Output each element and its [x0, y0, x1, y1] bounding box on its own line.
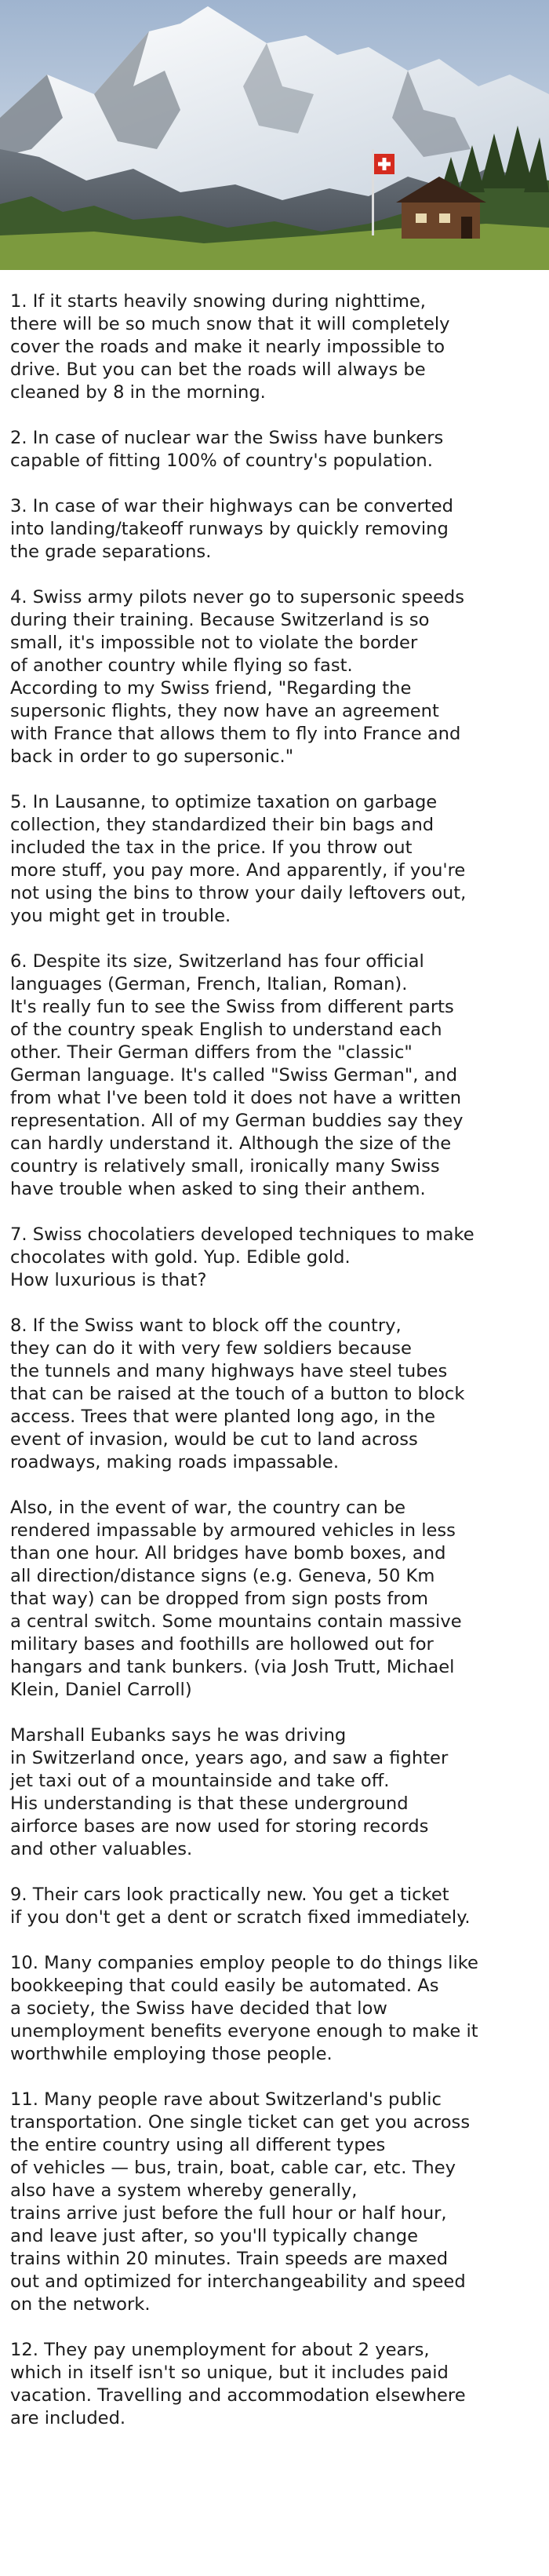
- fact-paragraph-2: 2. In case of nuclear war the Swiss have bunkers capable of fitting 100% of country's population.: [10, 428, 444, 471]
- fact-paragraph-10: 10. Many companies employ people to do things like bookkeeping that could easily be automated. As a society, the Swiss have decided that low unemployment benefits everyone enough to make it worthwhile employing those people.: [10, 1953, 478, 2064]
- article-body: [0, 270, 541, 2430]
- mountain-landscape-illustration: [0, 0, 549, 270]
- fact-paragraph-4: 4. Swiss army pilots never go to supersonic speeds during their training. Because Switzerland is so small, it's impossible not to violate the border of another country while flying so fast. According to my Swiss friend, "Regarding the supersonic flights, they now have an agreement with France that allows them to fly into France and back in order to go supersonic.": [10, 587, 465, 767]
- fact-paragraph-12: 12. They pay unemployment for about 2 years, which in itself isn't so unique, but it includes paid vacation. Travelling and accommodation elsewhere are included.: [10, 2340, 466, 2428]
- fact-paragraph-7: 7. Swiss chocolatiers developed techniques to make chocolates with gold. Yup. Edible gold. How luxurious is that?: [10, 1224, 474, 1290]
- fact-paragraph-8: 8. If the Swiss want to block off the country, they can do it with very few soldiers because the tunnels and many highways have steel tubes that can be raised at the touch of a button to block access. Trees that were planted long ago, in the event of invasion, would be cut to land across roadways, making roads impassable.: [10, 1315, 465, 1472]
- fact-paragraph-5: 5. In Lausanne, to optimize taxation on garbage collection, they standardized their bin bags and included the tax in the price. If you throw out more stuff, you pay more. And apparently, if you're not using the bins to throw your daily leftovers out, you might get in trouble.: [10, 792, 467, 926]
- fact-paragraph-6: 6. Despite its size, Switzerland has four official languages (German, French, Italian, Roman). It's really fun to see the Swiss from different parts of the country speak English to understand each other. Their German differs from the "classic" German language. It's called "Swiss German", and from what I've been told it does not have a written representation. All of my German buddies say they can hardly understand it. Although the size of the country is relatively small, ironically many Swiss have trouble when asked to sing their anthem.: [10, 951, 464, 1199]
- fact-paragraph-8-eubanks: Marshall Eubanks says he was driving in Switzerland once, years ago, and saw a fighter jet taxi out of a mountainside and take off. His understanding is that these underground airforce bases are now used for storing records and other valuables.: [10, 1725, 449, 1859]
- fact-paragraph-9: 9. Their cars look practically new. You get a ticket if you don't get a dent or scratch fixed immediately.: [10, 1885, 471, 1928]
- fact-paragraph-8-war: Also, in the event of war, the country can be rendered impassable by armoured vehicles in less than one hour. All bridges have bomb boxes, and all direction/distance signs (e.g. Geneva, 50 Km that way) can be dropped from sign posts from a central switch. Some mountains contain massive military bases and foothills are hollowed out for hangars and tank bunkers. (via Josh Trutt, Michael Klein, Daniel Carroll): [10, 1498, 462, 1700]
- fact-paragraph-1: 1. If it starts heavily snowing during nighttime, there will be so much snow that it will completely cover the roads and make it nearly impossible to drive. But you can bet the roads will always be cleaned by 8 in the morning.: [10, 291, 450, 403]
- flag-pole: [372, 149, 374, 235]
- fact-paragraph-11: 11. Many people rave about Switzerland's public transportation. One single ticket can get you across the entire country using all different types of vehicles — bus, train, boat, cable car, etc. They also have a system whereby generally, trains arrive just before the full hour or half hour, and leave just after, so you'll typically change trains within 20 minutes. Train speeds are maxed out and optimized for interchangeability and speed on the network.: [10, 2089, 471, 2315]
- swiss-flag-icon: [374, 154, 394, 174]
- fact-paragraph-3: 3. In case of war their highways can be converted into landing/takeoff runways by quickly removing the grade separations.: [10, 496, 453, 562]
- hero-mountain-image: [0, 0, 549, 270]
